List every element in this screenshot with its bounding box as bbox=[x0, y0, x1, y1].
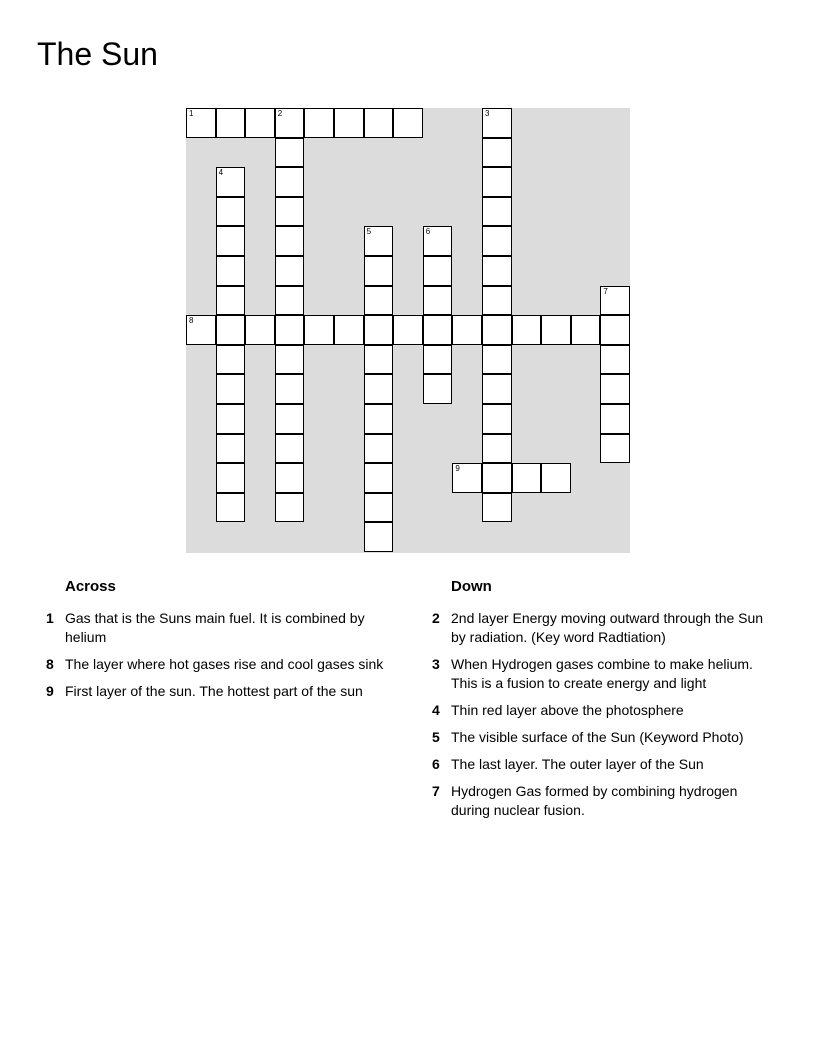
crossword-cell[interactable] bbox=[482, 226, 512, 256]
crossword-cell[interactable] bbox=[216, 108, 246, 138]
crossword-cell[interactable] bbox=[275, 374, 305, 404]
crossword-cell[interactable] bbox=[482, 256, 512, 286]
crossword-cell[interactable] bbox=[275, 493, 305, 523]
crossword-cell[interactable] bbox=[275, 463, 305, 493]
crossword-cell[interactable] bbox=[364, 315, 394, 345]
crossword-cell[interactable] bbox=[482, 138, 512, 168]
crossword-cell[interactable] bbox=[364, 493, 394, 523]
crossword-cell[interactable] bbox=[600, 404, 630, 434]
crossword-cell[interactable] bbox=[216, 256, 246, 286]
crossword-cell[interactable] bbox=[364, 463, 394, 493]
clue-number-label: 5 bbox=[366, 227, 372, 237]
clue-number: 1 bbox=[46, 610, 54, 626]
clue-number-label: 9 bbox=[455, 464, 460, 474]
crossword-cell[interactable] bbox=[571, 315, 601, 345]
crossword-cell[interactable] bbox=[275, 138, 305, 168]
crossword-cell[interactable] bbox=[186, 315, 216, 345]
clue-down-6 bbox=[432, 755, 772, 774]
clue-down-7 bbox=[432, 782, 772, 820]
clue-number: 3 bbox=[432, 656, 440, 672]
crossword-cell[interactable] bbox=[482, 286, 512, 316]
crossword-cell[interactable] bbox=[364, 256, 394, 286]
crossword-cell[interactable] bbox=[275, 404, 305, 434]
crossword-cell[interactable] bbox=[364, 226, 394, 256]
crossword-cell[interactable] bbox=[423, 256, 453, 286]
crossword-cell[interactable] bbox=[452, 315, 482, 345]
crossword-grid bbox=[186, 108, 630, 553]
clue-down-3 bbox=[432, 655, 772, 693]
crossword-cell[interactable] bbox=[245, 315, 275, 345]
crossword-cell[interactable] bbox=[482, 108, 512, 138]
crossword-cell[interactable] bbox=[275, 286, 305, 316]
crossword-cell[interactable] bbox=[482, 315, 512, 345]
across-clues bbox=[46, 576, 386, 709]
clue-number: 7 bbox=[432, 783, 440, 799]
crossword-cell[interactable] bbox=[364, 522, 394, 552]
crossword-cell[interactable] bbox=[512, 463, 542, 493]
clue-number: 4 bbox=[432, 702, 440, 718]
crossword-cell[interactable] bbox=[600, 434, 630, 464]
clue-text: The layer where hot gases rise and cool gases sink bbox=[65, 656, 384, 672]
crossword-cell[interactable] bbox=[600, 286, 630, 316]
crossword-cell[interactable] bbox=[216, 226, 246, 256]
crossword-cell[interactable] bbox=[393, 315, 423, 345]
clue-down-5 bbox=[432, 728, 772, 747]
crossword-cell[interactable] bbox=[275, 345, 305, 375]
crossword-cell[interactable] bbox=[275, 108, 305, 138]
crossword-cell[interactable] bbox=[423, 345, 453, 375]
crossword-cell[interactable] bbox=[275, 434, 305, 464]
crossword-cell[interactable] bbox=[334, 315, 364, 345]
crossword-cell[interactable] bbox=[304, 108, 334, 138]
down-heading: Down bbox=[451, 578, 492, 595]
crossword-cell[interactable] bbox=[364, 374, 394, 404]
crossword-cell[interactable] bbox=[482, 345, 512, 375]
crossword-cell[interactable] bbox=[423, 226, 453, 256]
crossword-cell[interactable] bbox=[216, 374, 246, 404]
crossword-cell[interactable] bbox=[423, 315, 453, 345]
crossword-cell[interactable] bbox=[216, 286, 246, 316]
clue-number-label: 3 bbox=[485, 109, 490, 118]
clue-number: 6 bbox=[432, 756, 440, 772]
clue-text: The visible surface of the Sun (Keyword Photo) bbox=[451, 729, 744, 745]
crossword-cell[interactable] bbox=[216, 197, 246, 227]
crossword-cell[interactable] bbox=[482, 434, 512, 464]
clue-across-1 bbox=[46, 609, 386, 647]
clue-number: 2 bbox=[432, 610, 440, 626]
crossword-cell[interactable] bbox=[216, 404, 246, 434]
crossword-cell[interactable] bbox=[364, 404, 394, 434]
clue-text: When Hydrogen gases combine to make helium. This is a fusion to create energy and light bbox=[451, 656, 753, 691]
crossword-cell[interactable] bbox=[275, 167, 305, 197]
across-heading: Across bbox=[65, 578, 116, 595]
clue-number-label: 6 bbox=[425, 227, 431, 237]
clue-down-4 bbox=[432, 701, 772, 720]
crossword-cell[interactable] bbox=[482, 167, 512, 197]
clue-text: 2nd layer Energy moving outward through the Sun by radiation. (Key word Radtiation) bbox=[451, 610, 764, 645]
crossword-cell[interactable] bbox=[186, 108, 216, 138]
clue-number-label: 7 bbox=[603, 286, 608, 296]
crossword-cell[interactable] bbox=[275, 226, 305, 256]
crossword-cell[interactable] bbox=[304, 315, 334, 345]
clue-text: First layer of the sun. The hottest part of the sun bbox=[65, 683, 363, 699]
clue-across-8 bbox=[46, 655, 386, 674]
crossword-cell[interactable] bbox=[482, 374, 512, 404]
crossword-cell[interactable] bbox=[216, 463, 246, 493]
clue-number-label: 1 bbox=[189, 109, 194, 118]
clue-number-label: 8 bbox=[189, 316, 194, 326]
crossword-cell[interactable] bbox=[364, 286, 394, 316]
clue-number-label: 4 bbox=[218, 168, 224, 178]
clue-text: Hydrogen Gas formed by combining hydrogen during nuclear fusion. bbox=[451, 783, 738, 818]
down-clues bbox=[432, 576, 772, 828]
clue-text: Thin red layer above the photosphere bbox=[451, 702, 684, 718]
crossword-cell[interactable] bbox=[245, 108, 275, 138]
crossword-cell[interactable] bbox=[541, 315, 571, 345]
clue-across-9 bbox=[46, 682, 386, 701]
crossword-cell[interactable] bbox=[334, 108, 364, 138]
crossword-cell[interactable] bbox=[364, 345, 394, 375]
clue-number-label: 2 bbox=[277, 109, 283, 118]
crossword-cell[interactable] bbox=[541, 463, 571, 493]
crossword-cell[interactable] bbox=[512, 315, 542, 345]
crossword-cell[interactable] bbox=[216, 345, 246, 375]
clue-number: 8 bbox=[46, 656, 54, 672]
crossword-cell[interactable] bbox=[275, 197, 305, 227]
clue-text: Gas that is the Suns main fuel. It is combined by helium bbox=[65, 610, 365, 645]
crossword-cell[interactable] bbox=[600, 345, 630, 375]
clue-number: 9 bbox=[46, 683, 54, 699]
crossword-cell[interactable] bbox=[364, 108, 394, 138]
crossword-cell[interactable] bbox=[482, 463, 512, 493]
crossword-cell[interactable] bbox=[482, 404, 512, 434]
crossword-cell[interactable] bbox=[452, 463, 482, 493]
crossword-cell[interactable] bbox=[393, 108, 423, 138]
crossword-cell[interactable] bbox=[216, 434, 246, 464]
crossword-cell[interactable] bbox=[423, 286, 453, 316]
crossword-cell[interactable] bbox=[216, 315, 246, 345]
crossword-cell[interactable] bbox=[423, 374, 453, 404]
crossword-cell[interactable] bbox=[216, 167, 246, 197]
clue-down-2 bbox=[432, 609, 772, 647]
page-title: The Sun bbox=[37, 36, 158, 72]
clue-text: The last layer. The outer layer of the Sun bbox=[451, 756, 704, 772]
crossword-cell[interactable] bbox=[482, 493, 512, 523]
crossword-cell[interactable] bbox=[600, 374, 630, 404]
crossword-cell[interactable] bbox=[216, 493, 246, 523]
crossword-cell[interactable] bbox=[600, 315, 630, 345]
crossword-cell[interactable] bbox=[364, 434, 394, 464]
clue-number: 5 bbox=[432, 729, 440, 745]
crossword-cell[interactable] bbox=[275, 256, 305, 286]
crossword-cell[interactable] bbox=[482, 197, 512, 227]
crossword-cell[interactable] bbox=[275, 315, 305, 345]
